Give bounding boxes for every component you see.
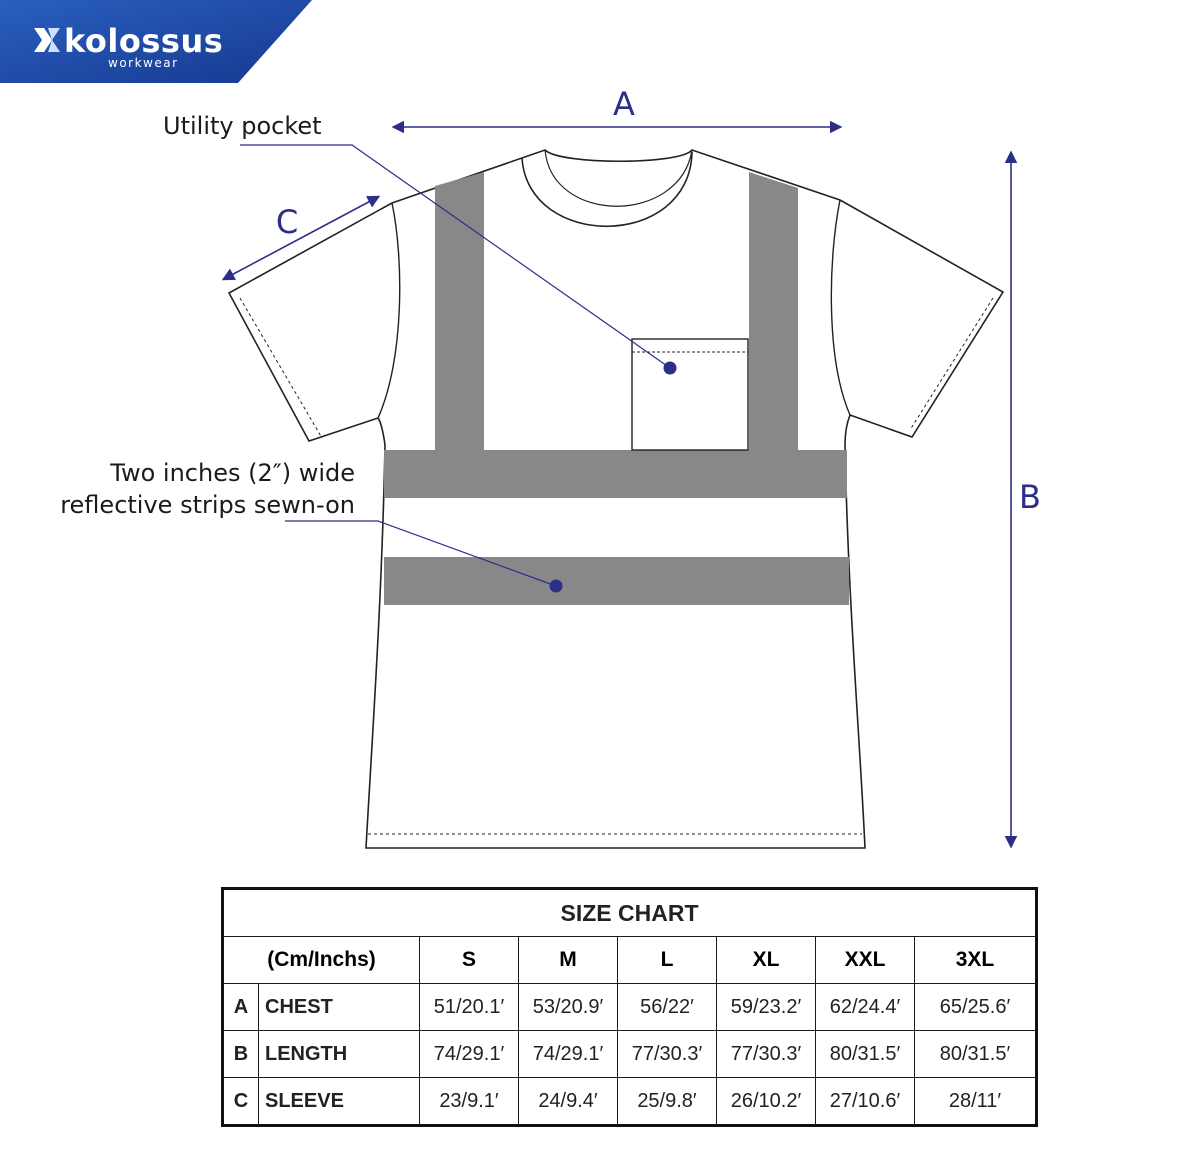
table-cell: 56/22′ (618, 984, 717, 1031)
size-header-3xl: 3XL (915, 937, 1037, 984)
callout-pocket-dot (664, 362, 677, 375)
vertical-strip-left (435, 172, 484, 451)
unit-label-header: (Cm/Inchs) (223, 937, 420, 984)
size-header-l: L (618, 937, 717, 984)
row-name: LENGTH (259, 1031, 420, 1078)
dimension-label-b: B (1019, 478, 1041, 516)
size-header-xxl: XXL (816, 937, 915, 984)
row-key: C (223, 1078, 259, 1126)
table-cell: 51/20.1′ (420, 984, 519, 1031)
brand-tagline: workwear (108, 56, 179, 70)
table-row (223, 1031, 1037, 1078)
size-header-xl: XL (717, 937, 816, 984)
table-cell: 24/9.4′ (519, 1078, 618, 1126)
brand-name: kolossus (64, 22, 224, 60)
dimension-label-a: A (613, 85, 635, 123)
size-chart-table (221, 887, 1038, 1127)
brand-logo (0, 0, 312, 83)
row-name: SLEEVE (259, 1078, 420, 1126)
table-cell: 77/30.3′ (717, 1031, 816, 1078)
horizontal-strip-upper (384, 450, 847, 498)
row-key: A (223, 984, 259, 1031)
table-cell: 26/10.2′ (717, 1078, 816, 1126)
callout-pocket-label: Utility pocket (163, 112, 322, 140)
table-cell: 77/30.3′ (618, 1031, 717, 1078)
dimension-a (394, 85, 840, 127)
table-cell: 25/9.8′ (618, 1078, 717, 1126)
callout-strips-label-line2: reflective strips sewn-on (60, 491, 355, 519)
callout-strips-dot (550, 580, 563, 593)
table-cell: 27/10.6′ (816, 1078, 915, 1126)
table-cell: 53/20.9′ (519, 984, 618, 1031)
dimension-label-c: C (275, 203, 299, 241)
table-cell: 62/24.4′ (816, 984, 915, 1031)
row-name: CHEST (259, 984, 420, 1031)
size-header-m: M (519, 937, 618, 984)
size-chart-title: SIZE CHART (223, 889, 1037, 937)
table-row (223, 1078, 1037, 1126)
dimension-b (1011, 153, 1041, 846)
table-cell: 23/9.1′ (420, 1078, 519, 1126)
size-chart-title-row (223, 889, 1037, 937)
table-cell: 74/29.1′ (420, 1031, 519, 1078)
vertical-strip-right (749, 172, 798, 451)
horizontal-strip-lower (384, 557, 849, 605)
callout-strips-label-line1: Two inches (2″) wide (110, 459, 355, 487)
table-cell: 65/25.6′ (915, 984, 1037, 1031)
table-cell: 59/23.2′ (717, 984, 816, 1031)
row-key: B (223, 1031, 259, 1078)
utility-pocket (632, 339, 748, 450)
table-cell: 80/31.5′ (816, 1031, 915, 1078)
table-cell: 80/31.5′ (915, 1031, 1037, 1078)
table-row (223, 984, 1037, 1031)
table-cell: 28/11′ (915, 1078, 1037, 1126)
size-header-s: S (420, 937, 519, 984)
size-chart-header-row (223, 937, 1037, 984)
table-cell: 74/29.1′ (519, 1031, 618, 1078)
